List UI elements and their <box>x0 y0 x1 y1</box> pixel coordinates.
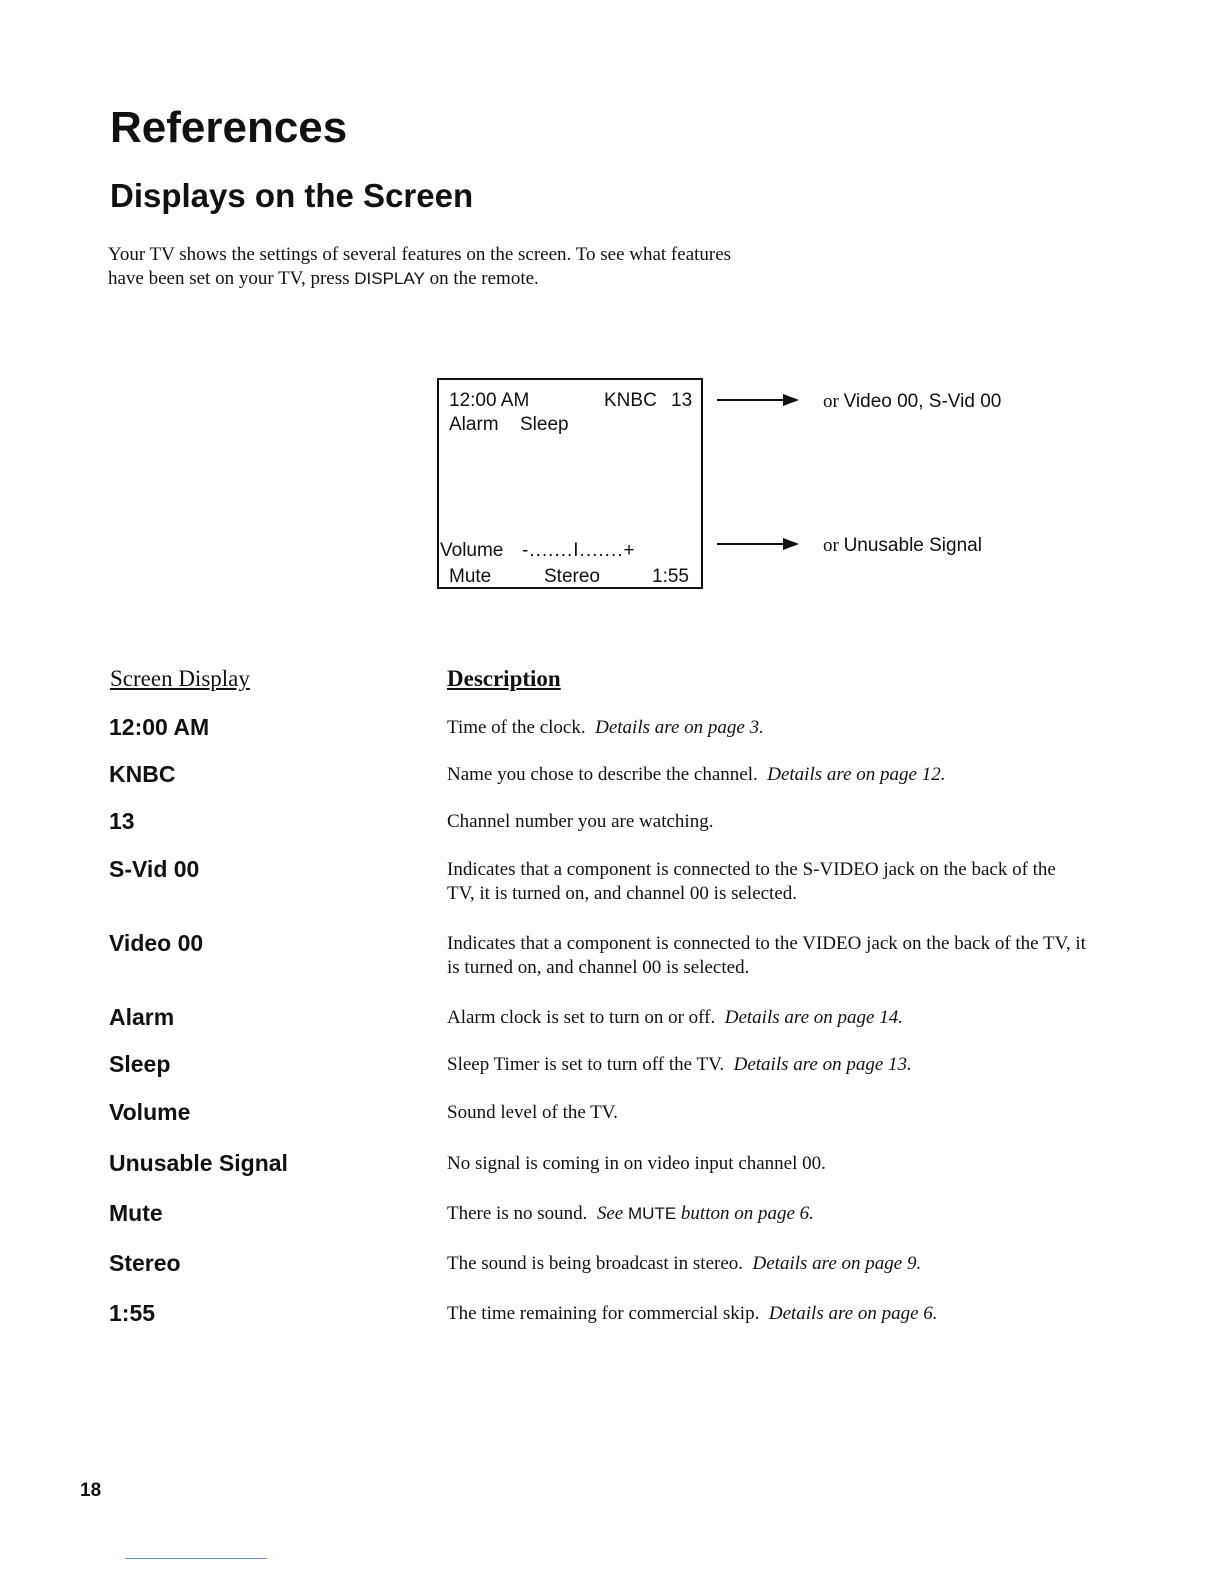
tv-channel-name: KNBC <box>604 390 657 411</box>
row-desc-text: Sleep Timer is set to turn off the TV. <box>447 1054 725 1075</box>
column-header-description: Description <box>447 666 561 691</box>
tv-channel-number: 13 <box>671 390 693 411</box>
row-term: 12:00 AM <box>109 714 210 740</box>
row-desc-text: Time of the clock. <box>447 717 586 738</box>
tv-clock: 12:00 AM <box>449 390 530 411</box>
intro-text-end: on the remote. <box>424 268 539 289</box>
row-desc-text: Alarm clock is set to turn on or off. <box>447 1007 716 1028</box>
callout-bottom-value: Unusable Signal <box>843 535 982 556</box>
row-desc-text: The time remaining for commercial skip. <box>447 1303 760 1324</box>
row-term: Stereo <box>109 1250 181 1276</box>
row-desc-text: Indicates that a component is connected to the VIDEO jack on the back of the TV, it is turned on, and channel 00 is selected. <box>447 933 1086 978</box>
row-description <box>447 1101 1087 1125</box>
row-description <box>447 932 1087 980</box>
row-page-ref: button on page 6. <box>680 1203 814 1224</box>
row-description <box>447 1006 1087 1030</box>
row-term: Unusable Signal <box>109 1150 288 1176</box>
row-page-ref: Details are on page 6. <box>768 1303 938 1324</box>
tv-stereo: Stereo <box>544 566 600 587</box>
callout-top-or: or <box>823 391 839 412</box>
row-description <box>447 1302 1087 1326</box>
row-page-ref: Details are on page 3. <box>595 717 764 738</box>
tv-volume-bar: -.......I.......+ <box>522 540 636 561</box>
row-desc-text: Indicates that a component is connected to the S-VIDEO jack on the back of the TV, it is turned on, and channel 00 is selected. <box>447 859 1056 904</box>
row-page-ref: Details are on page 14. <box>724 1007 903 1028</box>
row-term: Sleep <box>109 1051 171 1077</box>
row-description <box>447 1053 1087 1077</box>
callout-top-value: Video 00, S-Vid 00 <box>843 391 1002 412</box>
row-description <box>447 716 1087 740</box>
row-term: Alarm <box>109 1004 175 1030</box>
column-header-screen-display: Screen Display <box>110 666 250 691</box>
row-description <box>447 763 1087 787</box>
tv-screen-diagram <box>437 378 703 589</box>
row-page-ref: Details are on page 12. <box>767 764 946 785</box>
section-title: Displays on the Screen <box>110 177 474 214</box>
row-page-ref: Details are on page 9. <box>752 1253 922 1274</box>
tv-skip-time: 1:55 <box>652 566 689 587</box>
intro-text-start: Your TV shows the settings of several features on the screen. To see what features have been set on your TV, press <box>108 244 732 289</box>
tv-volume-label: Volume <box>440 540 504 561</box>
display-key-label: DISPLAY <box>354 269 425 288</box>
row-desc-text: The sound is being broadcast in stereo. <box>447 1253 744 1274</box>
row-page-ref: Details are on page 13. <box>733 1054 912 1075</box>
row-term: Mute <box>109 1200 163 1226</box>
callout-bottom <box>823 535 982 557</box>
arrow-right-icon <box>717 536 799 552</box>
footer-divider <box>125 1558 267 1559</box>
tv-sleep: Sleep <box>520 414 569 435</box>
row-term: S-Vid 00 <box>109 856 200 882</box>
row-description <box>447 810 1087 834</box>
row-description <box>447 858 1087 906</box>
callout-top <box>823 391 1001 413</box>
row-term: 13 <box>109 808 135 834</box>
callout-bottom-or: or <box>823 535 839 556</box>
row-term: Volume <box>109 1099 191 1125</box>
page-title: References <box>110 103 348 152</box>
mute-key-label: MUTE <box>628 1204 677 1223</box>
row-desc-text: There is no sound. <box>447 1203 588 1224</box>
row-desc-text: No signal is coming in on video input channel 00. <box>447 1153 826 1174</box>
row-page-ref-prefix: See <box>596 1203 624 1224</box>
row-description <box>447 1252 1087 1276</box>
arrow-right-icon <box>717 392 799 408</box>
page-number: 18 <box>80 1480 102 1501</box>
row-term: 1:55 <box>109 1300 156 1326</box>
row-desc-text: Sound level of the TV. <box>447 1102 618 1123</box>
row-description <box>447 1152 1087 1176</box>
row-description <box>447 1202 1087 1226</box>
row-desc-text: Name you chose to describe the channel. <box>447 764 758 785</box>
tv-alarm: Alarm <box>449 414 499 435</box>
row-term: Video 00 <box>109 930 204 956</box>
row-term: KNBC <box>109 761 176 787</box>
intro-paragraph <box>108 243 768 291</box>
tv-mute: Mute <box>449 566 492 587</box>
row-desc-text: Channel number you are watching. <box>447 811 714 832</box>
